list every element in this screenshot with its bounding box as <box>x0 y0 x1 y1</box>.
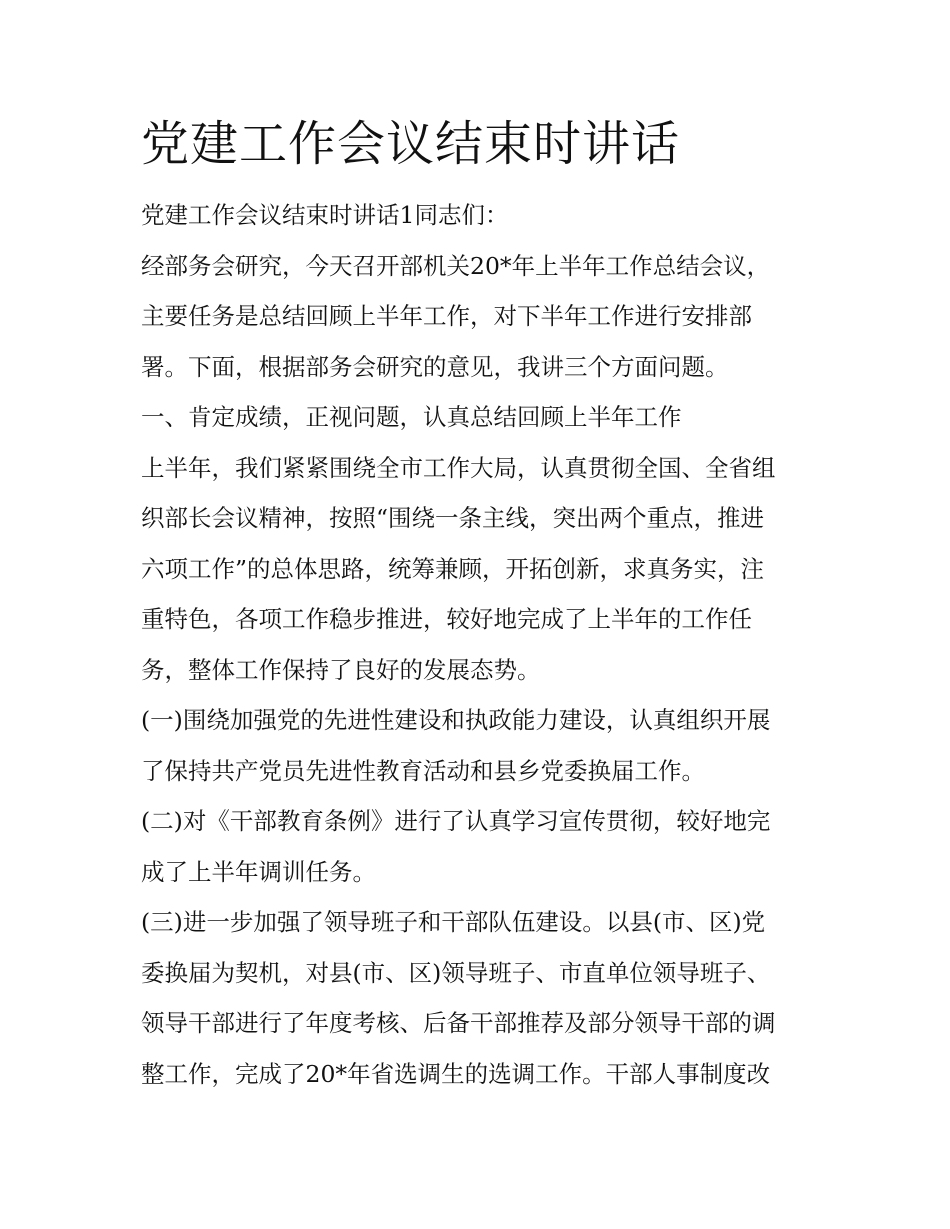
section-heading: 一、肯定成绩，正视问题，认真总结回顾上半年工作 <box>141 403 682 431</box>
document-title: 党建工作会议结束时讲话 <box>141 116 681 172</box>
body-line: 委换届为契机，对县(市、区)领导班子、市直单位领导班子、 <box>141 958 771 987</box>
body-line: 经部务会研究，今天召开部机关20*年上半年工作总结会议， <box>141 251 771 280</box>
document-page <box>141 112 821 1099</box>
body-line: 上半年，我们紧紧围绕全市工作大局，认真贯彻全国、全省组 <box>141 453 776 482</box>
body-line: (二)对《干部教育条例》进行了认真学习宣传贯彻，较好地完 <box>141 807 771 835</box>
body-line: 务，整体工作保持了良好的发展态势。 <box>141 655 541 684</box>
document-body <box>141 190 821 1099</box>
body-line: 了保持共产党员先进性教育活动和县乡党委换届工作。 <box>141 756 705 785</box>
body-line: (一)围绕加强党的先进性建设和执政能力建设，认真组织开展 <box>141 706 771 734</box>
body-line: 领导干部进行了年度考核、后备干部推荐及部分领导干部的调 <box>141 1009 776 1037</box>
body-line: 重特色，各项工作稳步推进，较好地完成了上半年的工作任 <box>141 605 752 633</box>
body-line: 成了上半年调训任务。 <box>141 857 376 886</box>
body-line: 织部长会议精神，按照“围绕一条主线，突出两个重点，推进 <box>141 504 765 532</box>
body-line: 六项工作”的总体思路，统筹兼顾，开拓创新，求真务实，注 <box>141 554 765 583</box>
body-line: 主要任务是总结回顾上半年工作，对下半年工作进行安排部 <box>141 302 752 330</box>
body-line: 整工作，完成了20*年省选调生的选调工作。干部人事制度改 <box>141 1059 771 1088</box>
body-line: 党建工作会议结束时讲话1同志们： <box>141 201 509 229</box>
body-line: (三)进一步加强了领导班子和干部队伍建设。以县(市、区)党 <box>141 908 766 936</box>
body-line: 署。下面，根据部务会研究的意见，我讲三个方面问题。 <box>141 352 729 381</box>
